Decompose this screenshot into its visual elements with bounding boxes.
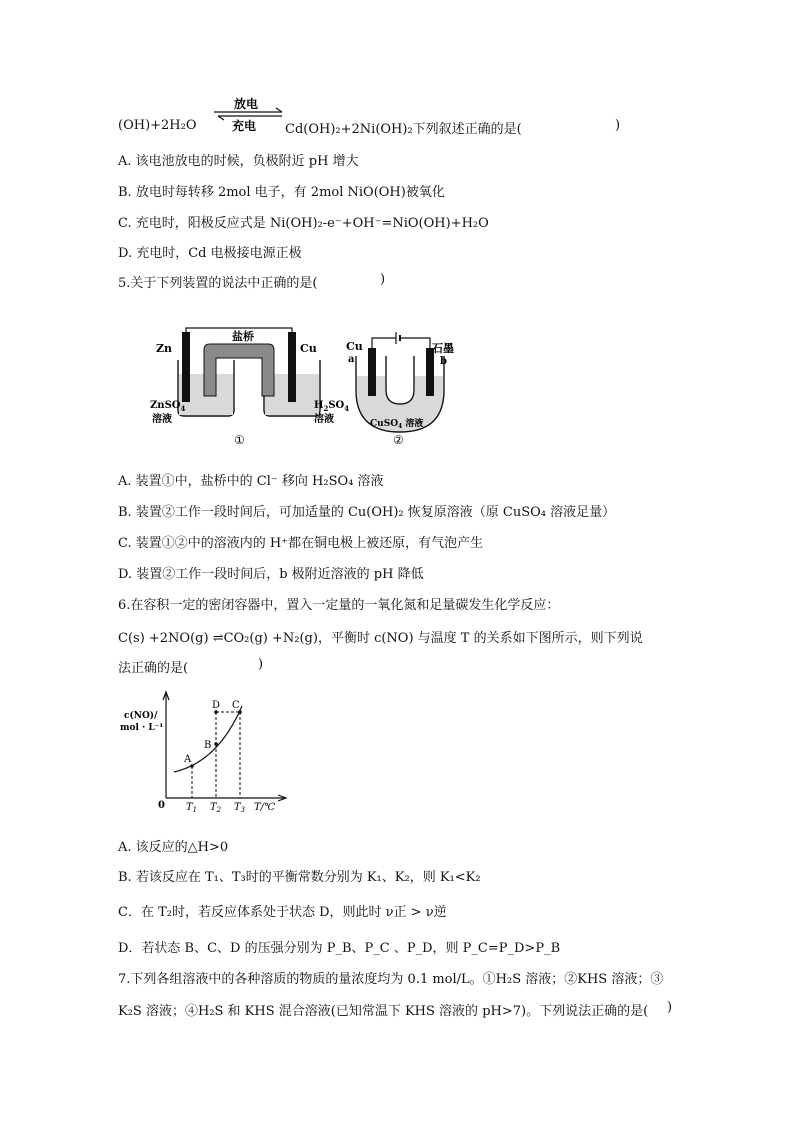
salt-bridge-label: 盐桥 (232, 330, 254, 343)
q4-equation-right: Cd(OH)₂+2Ni(OH)₂下列叙述正确的是( (285, 122, 522, 137)
arrow-top-label: 放电 (234, 97, 259, 111)
q4-equation-left: (OH)+2H₂O (118, 118, 197, 133)
device-1-number: ① (234, 433, 245, 447)
origin-label: 0 (158, 800, 165, 811)
q4-option-c: C. 充电时，阳极反应式是 Ni(OH)₂-e⁻+OH⁻=NiO(OH)+H₂O (118, 216, 489, 231)
q6-stem-line1: 6.在容积一定的密闭容器中，置入一定量的一氧化氮和足量碳发生化学反应： (118, 598, 560, 613)
q5-option-d: D. 装置②工作一段时间后，b 极附近溶液的 pH 降低 (118, 567, 424, 582)
t3-label: $T_3$ (234, 802, 246, 812)
cuso4-solution-label: CuSO$_4$ 溶液 (370, 419, 424, 430)
h2so4-label: $H_2SO_4$ (314, 400, 350, 413)
q7-stem-line1: 7.下列各组溶液中的各种溶质的物质的量浓度均为 0.1 mol/L。①H₂S 溶液；②KHS 溶液；③ (118, 972, 664, 987)
reversible-arrow-icon (210, 96, 290, 136)
q6-option-d: D．若状态 B、C、D 的压强分别为 P_B、P_C 、P_D，则 P_C=P_D>P_B (118, 941, 561, 956)
arrow-bottom-label: 充电 (232, 119, 257, 133)
point-c-label: C (232, 700, 240, 711)
device-2-number: ② (393, 433, 404, 447)
y-axis-label-1: c(NO)/ (124, 711, 158, 721)
q7-stem-close: ) (667, 1000, 673, 1015)
cu-label-dev1: Cu (300, 342, 317, 355)
cu-label-dev2: Cu (346, 340, 363, 353)
graphite-label: 石墨 (432, 342, 454, 355)
znso4-label: ZnSO$_4$ (150, 400, 186, 413)
zn-label: Zn (156, 342, 173, 355)
x-axis-unit-label: T/℃ (254, 802, 276, 812)
q6-cno-temperature-graph (118, 688, 298, 812)
q6-stem-line3: 法正确的是( (118, 661, 189, 676)
point-a-label: A (184, 754, 192, 765)
q6-stem-close: ) (258, 657, 264, 672)
device-2 (346, 332, 454, 447)
point-d-label: D (212, 700, 221, 711)
znso4-solution-label: 溶液 (152, 414, 172, 425)
electrode-a-label: a (348, 354, 355, 365)
q6-option-a: A. 该反应的△H>0 (118, 840, 229, 855)
q4-option-d: D. 充电时，Cd 电极接电源正极 (118, 246, 302, 261)
y-axis-label-2: mol · L⁻¹ (120, 723, 164, 733)
q5-option-a: A. 装置①中，盐桥中的 Cl⁻ 移向 H₂SO₄ 溶液 (118, 474, 384, 489)
q4-paren-close: ) (615, 118, 621, 133)
q6-option-c: C．在 T₂时，若反应体系处于状态 D，则此时 ν正 > ν逆 (118, 905, 447, 920)
q6-option-b: B. 若该反应在 T₁、T₃时的平衡常数分别为 K₁、K₂，则 K₁<K₂ (118, 870, 481, 885)
t2-label: $T_2$ (210, 802, 222, 812)
point-b-label: B (204, 740, 212, 751)
electrode-b-label: b (440, 356, 447, 367)
q5-option-c: C. 装置①②中的溶液内的 H⁺都在铜电极上被还原，有气泡产生 (118, 536, 484, 551)
q5-option-b: B. 装置②工作一段时间后，可加适量的 Cu(OH)₂ 恢复原溶液（原 CuSO₄ 溶液足量） (118, 505, 616, 520)
q5-apparatus-figure (150, 320, 470, 450)
q6-stem-line2: C(s) +2NO(g) ⇌CO₂(g) +N₂(g)，平衡时 c(NO) 与温度 T 的关系如下图所示，则下列说 (118, 631, 643, 646)
point-b (214, 742, 218, 746)
h2so4-solution-label: 溶液 (314, 414, 334, 425)
q5-stem: 5.关于下列装置的说法中正确的是( (118, 276, 318, 291)
device-1 (150, 328, 349, 447)
q4-option-a: A. 该电池放电的时候，负极附近 pH 增大 (118, 154, 359, 169)
q4-option-b: B. 放电时每转移 2mol 电子，有 2mol NiO(OH)被氧化 (118, 185, 445, 200)
reversible-arrow (210, 96, 290, 136)
q7-stem-line2: K₂S 溶液；④H₂S 和 KHS 混合溶液(已知常温下 KHS 溶液的 pH>7)。下列说法正确的是( (118, 1004, 649, 1019)
q5-stem-close: ) (380, 272, 386, 287)
t1-label: $T_1$ (186, 802, 198, 812)
